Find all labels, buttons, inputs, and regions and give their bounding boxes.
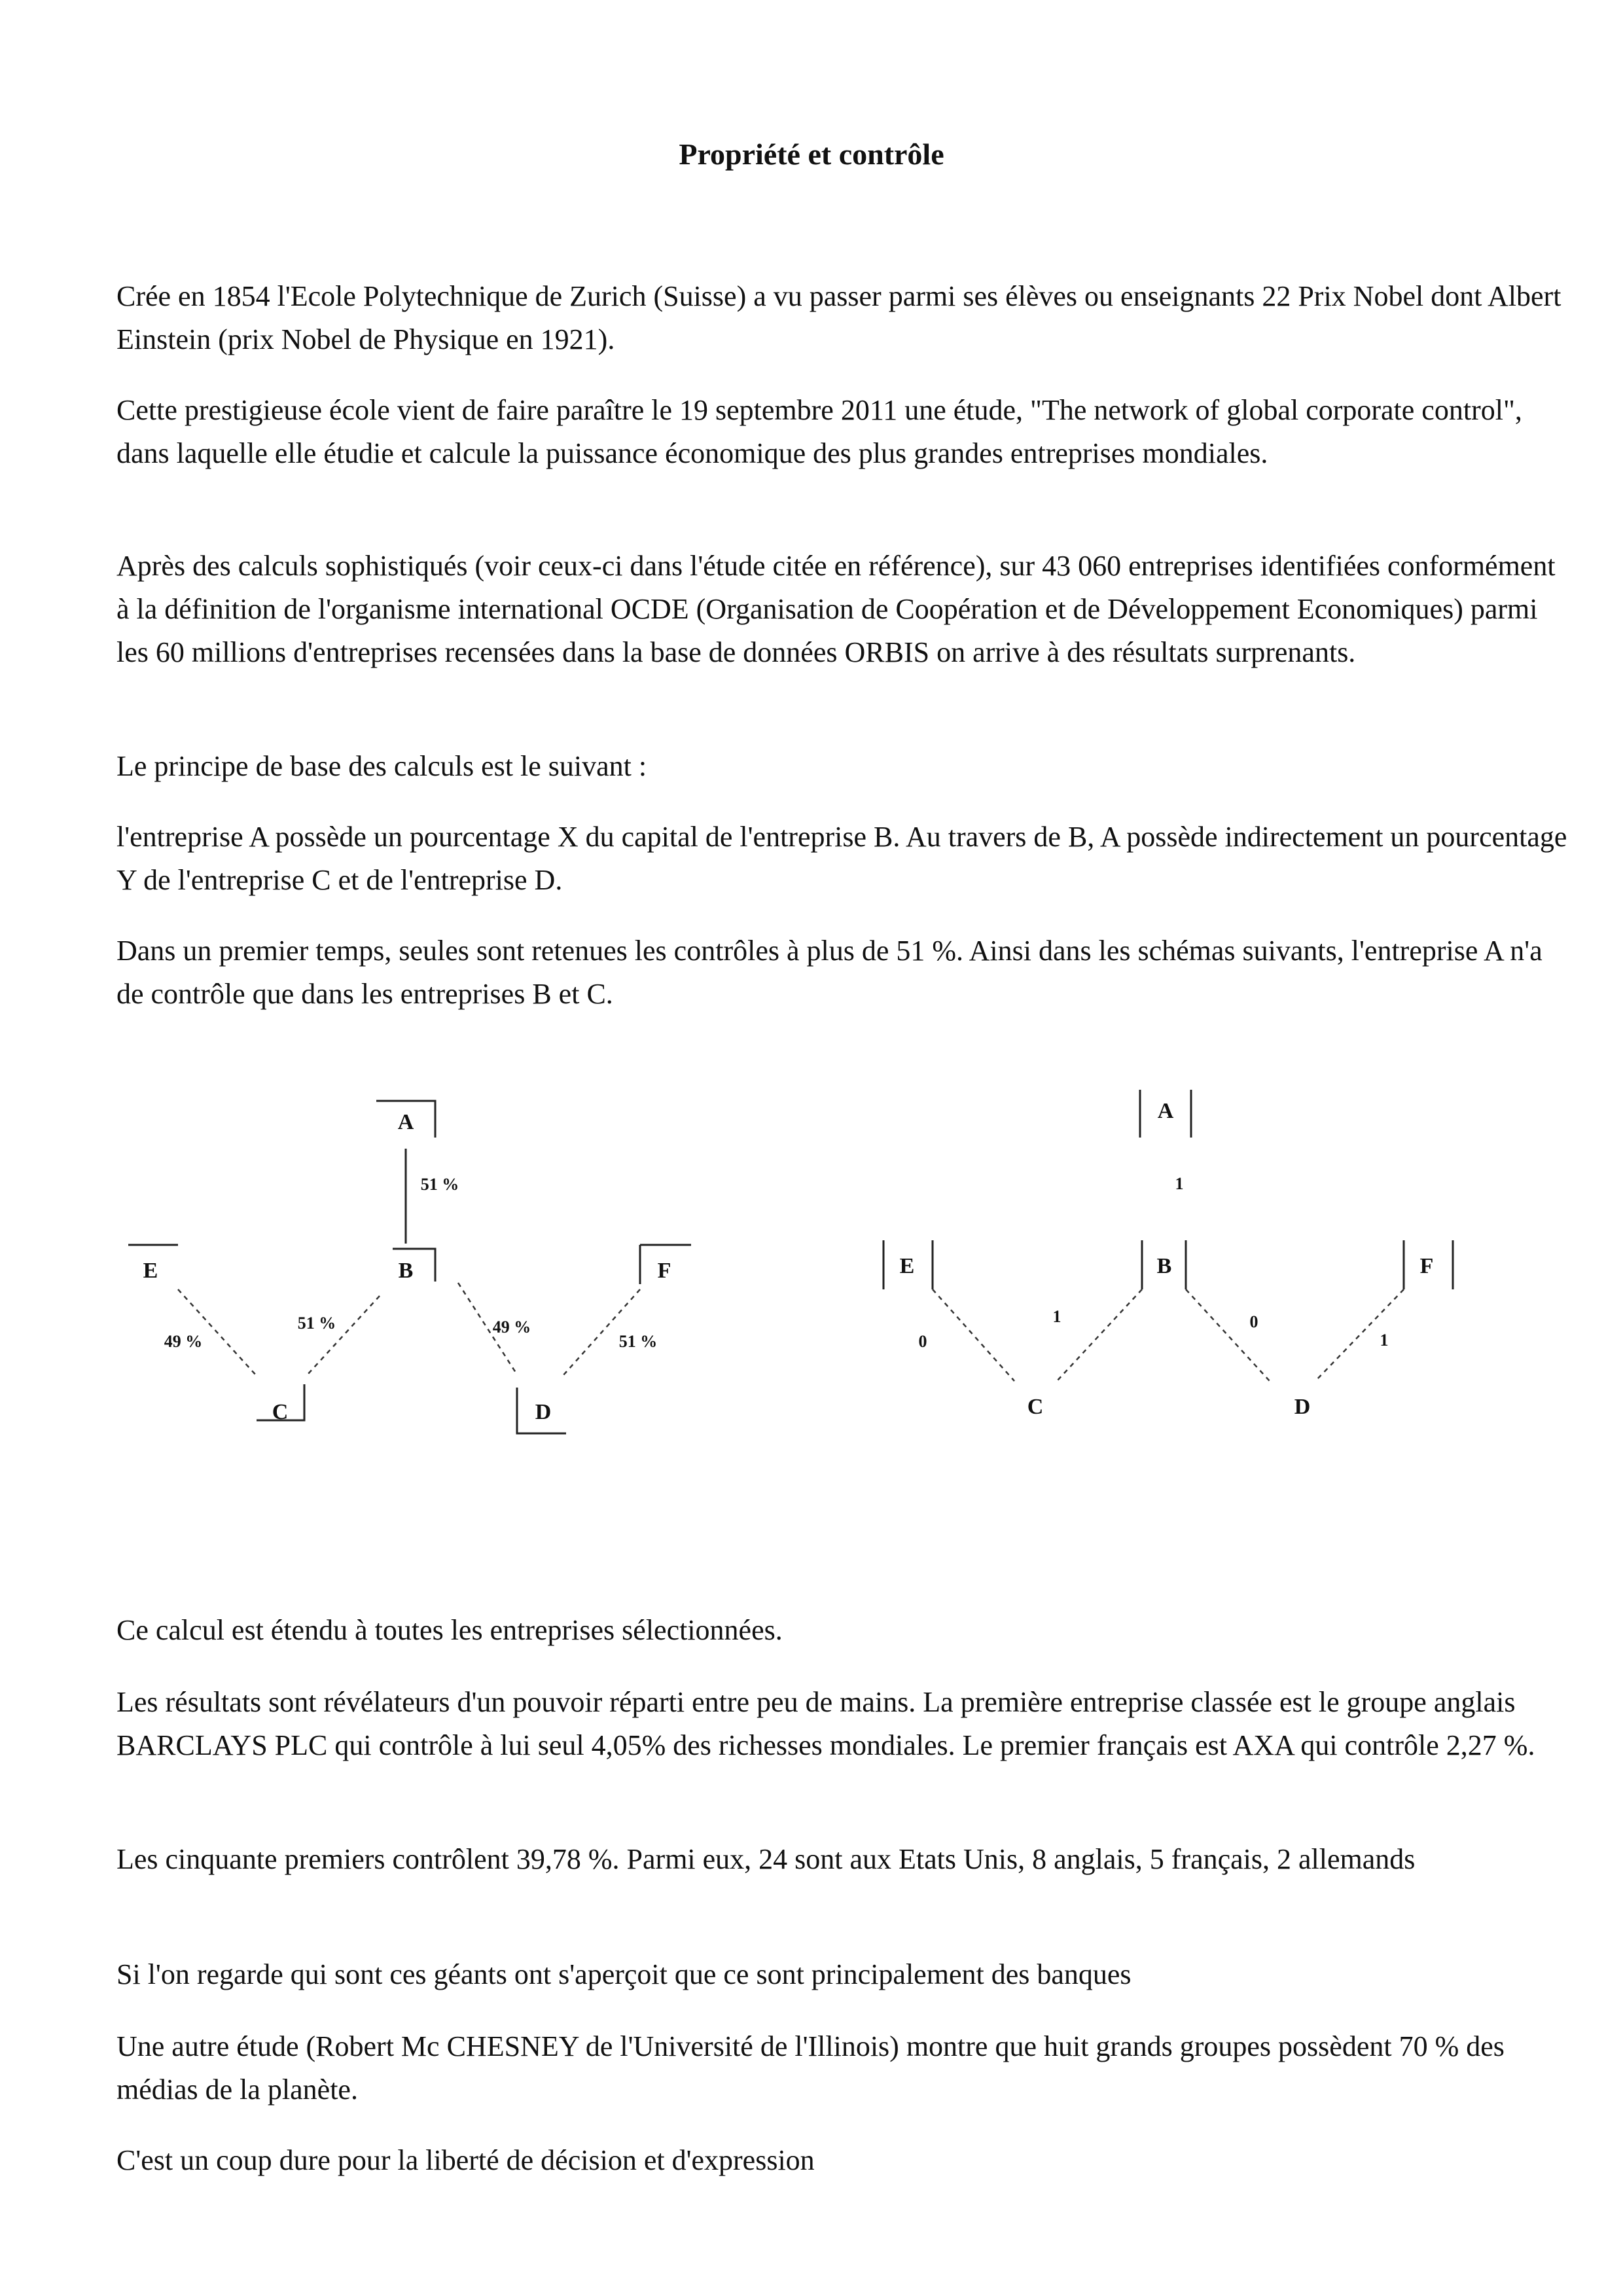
paragraph-9: Les cinquante premiers contrôlent 39,78 %. Parmi eux, 24 sont aux Etats Unis, 8 anglais, 5 français, 2 allemands [116, 1843, 1416, 1875]
edge-b-d-label: 0 [1249, 1312, 1258, 1331]
edge-a-b-label: 1 [1175, 1174, 1184, 1193]
node-d-label: D [535, 1400, 552, 1424]
node-e-label: E [143, 1259, 158, 1283]
edge-b-d-label: 49 % [492, 1318, 531, 1336]
edge-b-c-label: 1 [1052, 1307, 1061, 1326]
ownership-diagram-binary [883, 1090, 1453, 1419]
paragraph-2: Cette prestigieuse école vient de faire paraître le 19 septembre 2011 une étude, "The network of global corporate control", dans laquelle elle étudie et calcule la puissance économique des plus grandes entreprises mondiales. [116, 394, 1522, 469]
edge-e-c-label: 49 % [164, 1332, 203, 1351]
paragraph-3: Après des calculs sophistiqués (voir ceux-ci dans l'étude citée en référence), sur 43 060 entreprises identifiées conformément à la définition de l'organisme international OCDE (Organisation de Coopération et de Développement Economiques) parmi les 60 millions d'entreprises recensées dans la base de données ORBIS on arrive à des résultats surprenants. [116, 550, 1556, 668]
edge-f-d-label: 1 [1380, 1331, 1389, 1350]
ownership-diagram-percentages [128, 1101, 691, 1433]
paragraph-4: Le principe de base des calculs est le suivant : [116, 750, 647, 782]
paragraph-6: Dans un premier temps, seules sont retenues les contrôles à plus de 51 %. Ainsi dans les schémas suivants, l'entreprise A n'a de contrôle que dans les entreprises B et C. [116, 935, 1543, 1010]
edge-e-c [933, 1289, 1014, 1381]
ownership-diagrams [0, 1073, 1623, 1466]
node-a-label: A [397, 1110, 414, 1134]
edge-f-d-label: 51 % [618, 1332, 658, 1351]
edge-b-c-label: 51 % [297, 1314, 336, 1333]
edge-a-b-label: 51 % [420, 1175, 459, 1194]
edge-b-c [308, 1296, 380, 1374]
edge-b-c [1057, 1289, 1142, 1381]
paragraph-1: Crée en 1854 l'Ecole Polytechnique de Zurich (Suisse) a vu passer parmi ses élèves ou enseignants 22 Prix Nobel dont Albert Einstein (prix Nobel de Physique en 1921). [116, 280, 1561, 355]
page-title: Propriété et contrôle [679, 137, 944, 171]
node-b-label: B [1156, 1254, 1172, 1278]
edge-e-c-label: 0 [918, 1332, 927, 1351]
node-c-label: C [272, 1400, 289, 1424]
node-c-label: C [1027, 1395, 1044, 1419]
paragraph-11: Une autre étude (Robert Mc CHESNEY de l'Université de l'Illinois) montre que huit grands groupes possèdent 70 % des médias de la planète. [116, 2030, 1505, 2106]
paragraph-10: Si l'on regarde qui sont ces géants ont s'aperçoit que ce sont principalement des banques [116, 1958, 1132, 1990]
node-a-label: A [1157, 1099, 1174, 1123]
paragraph-8: Les résultats sont révélateurs d'un pouvoir réparti entre peu de mains. La première entreprise classée est le groupe anglais BARCLAYS PLC qui contrôle à lui seul 4,05% des richesses mondiales. Le premier français est AXA qui contrôle 2,27 %. [116, 1686, 1535, 1761]
node-b-label: B [398, 1259, 414, 1283]
paragraph-12: C'est un coup dure pour la liberté de décision et d'expression [116, 2144, 815, 2176]
paragraph-5: l'entreprise A possède un pourcentage X du capital de l'entreprise B. Au travers de B, A possède indirectement un pourcentage Y de l'entreprise C et de l'entreprise D. [116, 821, 1567, 896]
node-f-label: F [657, 1259, 671, 1283]
node-e-label: E [899, 1254, 915, 1278]
node-f-label: F [1419, 1254, 1434, 1278]
node-d-label: D [1294, 1395, 1311, 1419]
edge-f-d [1315, 1289, 1404, 1381]
edge-b-d [1186, 1289, 1270, 1381]
paragraph-7: Ce calcul est étendu à toutes les entreprises sélectionnées. [116, 1614, 783, 1646]
